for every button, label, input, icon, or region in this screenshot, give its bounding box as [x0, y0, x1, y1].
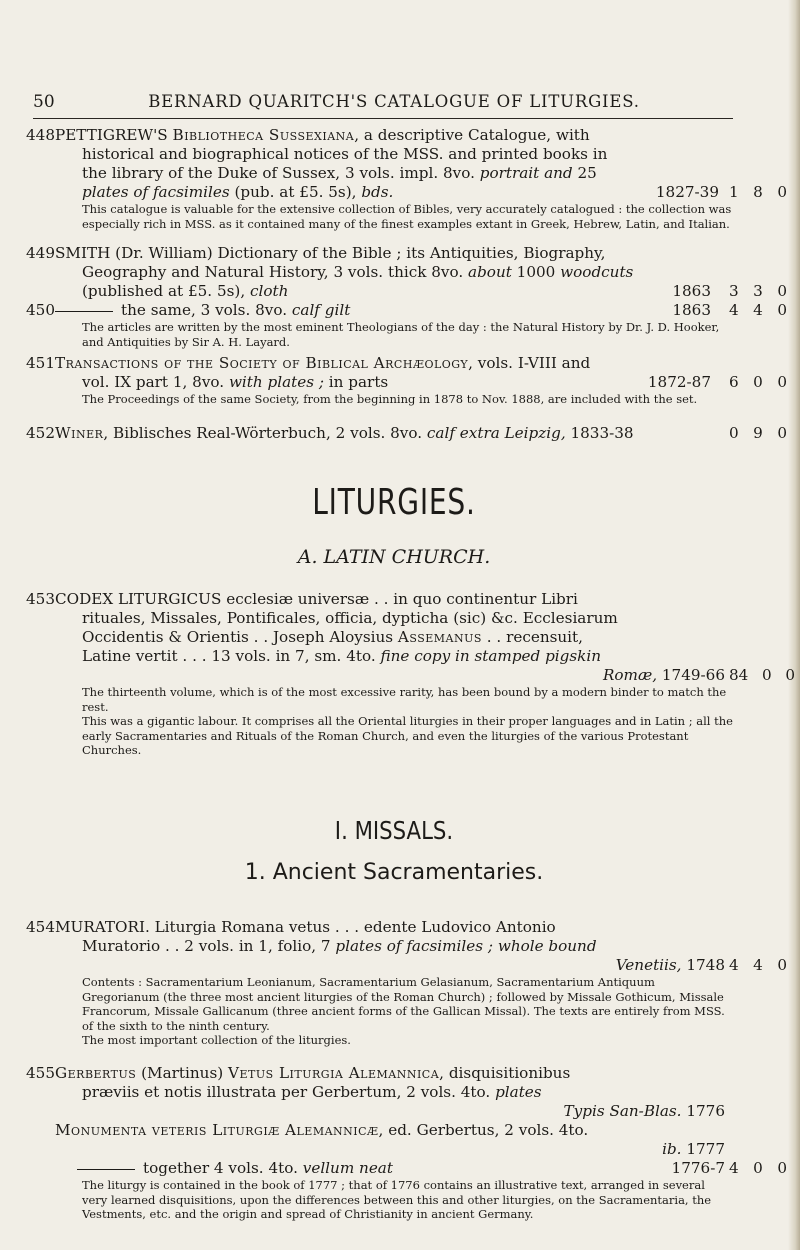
text: with plates ;: [228, 373, 324, 391]
text: Geography and Natural History, 3 vols. thick 8vo.: [82, 263, 464, 281]
date: 1777: [681, 1140, 725, 1158]
author: PETTIGREW'S: [55, 126, 173, 144]
place: Venetiis,: [615, 956, 682, 974]
text: , a descriptive Catalogue, with: [354, 126, 590, 144]
note: This catalogue is valuable for the extensive collection of Bibles, very accurately catalogued : the collection was especially rich in MSS. as it contained many of the finest examples extant in Greek, Hebrew, Latin, and Italian.: [82, 202, 732, 231]
text: SMITH (Dr. William) Dictionary of the Bible ; its Antiquities, Biography,: [55, 244, 606, 262]
page-number: 50: [33, 92, 55, 112]
note: The articles are written by the most eminent Theologians of the day : the Natural History by Dr. J. D. Hooker, and Antiquities by Sir A. H. Layard.: [82, 320, 720, 349]
text: plates of facsimiles: [82, 183, 230, 201]
date: 1749-66: [657, 666, 725, 684]
text: woodcuts: [560, 263, 634, 281]
text: (pub. at £5. 5s),: [229, 183, 362, 201]
text: Occidentis & Orientis . . Joseph Aloysius: [82, 628, 398, 646]
price: 84 0 0: [729, 666, 795, 684]
ditto-dash: [55, 311, 113, 312]
text: 25: [577, 164, 597, 182]
place: Typis San-Blas.: [563, 1102, 682, 1120]
subsection-heading-latin-church: A. LATIN CHURCH.: [297, 546, 491, 568]
title: Bibliotheca Sussexiana: [172, 126, 355, 144]
catalogue-page: [26, 0, 795, 1250]
place: ib.: [662, 1140, 682, 1158]
entry-453: [26, 590, 795, 758]
binding: calf gilt: [291, 301, 351, 319]
binding: calf extra Leipzig,: [426, 424, 566, 442]
entry-number: 453: [26, 590, 55, 608]
text: Latine vertit . . . 13 vols. in 7, sm. 4to.: [82, 647, 376, 665]
title: Vetus Liturgia Alemannica: [228, 1064, 440, 1082]
text: together 4 vols. 4to.: [143, 1159, 298, 1177]
date: 1776-7: [671, 1159, 725, 1177]
note: The liturgy is contained in the book of 1777 ; that of 1776 contains an illustrative text, arranged in several very learned disquisitions, upon the differences between this and other liturgies, on the Sacramentaria, the Vestments, etc. and the origin and spread of Christianity in ancient Germany.: [82, 1178, 712, 1221]
price: 4 4 0: [729, 956, 787, 974]
date: 1863: [672, 301, 711, 319]
date: 1776: [681, 1102, 725, 1120]
section-heading-missals: I. MISSALS.: [334, 816, 454, 845]
text: , vols. I-VIII and: [468, 354, 591, 372]
entry-number: 455: [26, 1064, 55, 1082]
text: , Biblisches Real-Wörterbuch, 2 vols. 8vo.: [103, 424, 423, 442]
author: Assemanus: [397, 628, 482, 646]
entry-number: 449: [26, 244, 55, 262]
text: portrait and: [479, 164, 573, 182]
note: The Proceedings of the same Society, from the beginning in 1878 to Nov. 1888, are included with the set.: [82, 392, 698, 406]
note: The thirteenth volume, which is of the most excessive rarity, has been bound by a modern binder to match the rest.: [82, 685, 727, 714]
price: 0 9 0: [729, 424, 787, 442]
note: The most important collection of the liturgies.: [82, 1033, 351, 1047]
date: 1833-38: [565, 424, 634, 442]
binding: fine copy in stamped pigskin: [380, 647, 602, 665]
text-line: rituales, Missales, Pontificales, officia, dypticha (sic) &c. Ecclesiarum: [82, 609, 618, 627]
text: 1000: [516, 263, 556, 281]
binding: bds.: [361, 183, 394, 201]
date: 1872-87: [647, 373, 711, 391]
text: , disquisitionibus: [439, 1064, 571, 1082]
note: Contents : Sacramentarium Leonianum, Sacramentarium Gelasianum, Sacramentarium Antiquum Gregorianum (the three most ancient liturgies of the Roman Church) ; followed by Missale Gothicum, Missale Francorum, Missale Gallicanum (three ancient forms of the Gallican Missal). The texts are entirely from MSS. of the sixth to the ninth century.: [82, 975, 725, 1033]
text: (published at £5. 5s),: [82, 282, 246, 300]
text-line: historical and biographical notices of the MSS. and printed books in: [82, 145, 608, 163]
running-header: [33, 92, 733, 116]
text: about: [468, 263, 512, 281]
entry-number: 454: [26, 918, 55, 936]
header-rule: [33, 118, 733, 119]
text: MURATORI. Liturgia Romana vetus . . . edente Ludovico Antonio: [55, 918, 556, 936]
entry-454: [26, 918, 787, 1048]
text: Muratorio . . 2 vols. in 1, folio, 7: [82, 937, 331, 955]
subsection-heading-ancient-sacramentaries: 1. Ancient Sacramentaries.: [244, 860, 544, 885]
text: (Martinus): [136, 1064, 228, 1082]
section-heading-liturgies: LITURGIES.: [312, 482, 476, 523]
entry-number: 450: [26, 301, 55, 319]
title: Transactions of the Society of Biblical Archæology: [55, 354, 469, 372]
text: the same, 3 vols. 8vo.: [121, 301, 288, 319]
entry-449: [26, 244, 787, 301]
page-edge-shadow: [788, 0, 800, 1250]
date: 1748: [681, 956, 725, 974]
entry-452: [26, 424, 787, 443]
price: 4 0 0: [729, 1159, 787, 1177]
entry-448: [26, 126, 787, 231]
entry-number: 452: [26, 424, 55, 442]
text: , ed. Gerbertus, 2 vols. 4to.: [378, 1121, 589, 1139]
binding: vellum neat: [302, 1159, 393, 1177]
binding: cloth: [249, 282, 289, 300]
date: 1863: [672, 282, 711, 300]
text: vol. IX part 1, 8vo.: [82, 373, 225, 391]
catalogue-title: BERNARD QUARITCH'S CATALOGUE OF LITURGIES.: [148, 92, 640, 111]
place: Romæ,: [602, 666, 658, 684]
entry-455: [26, 1064, 787, 1222]
note: This was a gigantic labour. It comprises all the Oriental liturgies in their proper languages and in Latin ; all the early Sacramentaries and Rituals of the Roman Church, and even the liturgies of the various Protestant Churches.: [82, 714, 733, 757]
text: . . recensuit,: [481, 628, 583, 646]
price: 6 0 0: [729, 373, 787, 391]
entry-450: [26, 301, 787, 349]
author: Winer: [55, 424, 104, 442]
title: Monumenta veteris Liturgiæ Alemannicæ: [55, 1121, 379, 1139]
ditto-dash: [77, 1169, 135, 1170]
date: 1827-39: [655, 183, 719, 201]
text: plates: [495, 1083, 542, 1101]
entry-number: 448: [26, 126, 55, 144]
price: 1 8 0: [729, 183, 787, 201]
binding: plates of facsimiles ; whole bound: [335, 937, 597, 955]
text: in parts: [323, 373, 389, 391]
price: 4 4 0: [729, 301, 787, 319]
author: Gerbertus: [55, 1064, 137, 1082]
text: CODEX LITURGICUS ecclesiæ universæ . . in quo continentur Libri: [55, 590, 578, 608]
entry-451: [26, 354, 787, 407]
price: 3 3 0: [729, 282, 787, 300]
text: the library of the Duke of Sussex, 3 vols. impl. 8vo.: [82, 164, 475, 182]
text: præviis et notis illustrata per Gerbertum, 2 vols. 4to.: [82, 1083, 491, 1101]
entry-number: 451: [26, 354, 55, 372]
